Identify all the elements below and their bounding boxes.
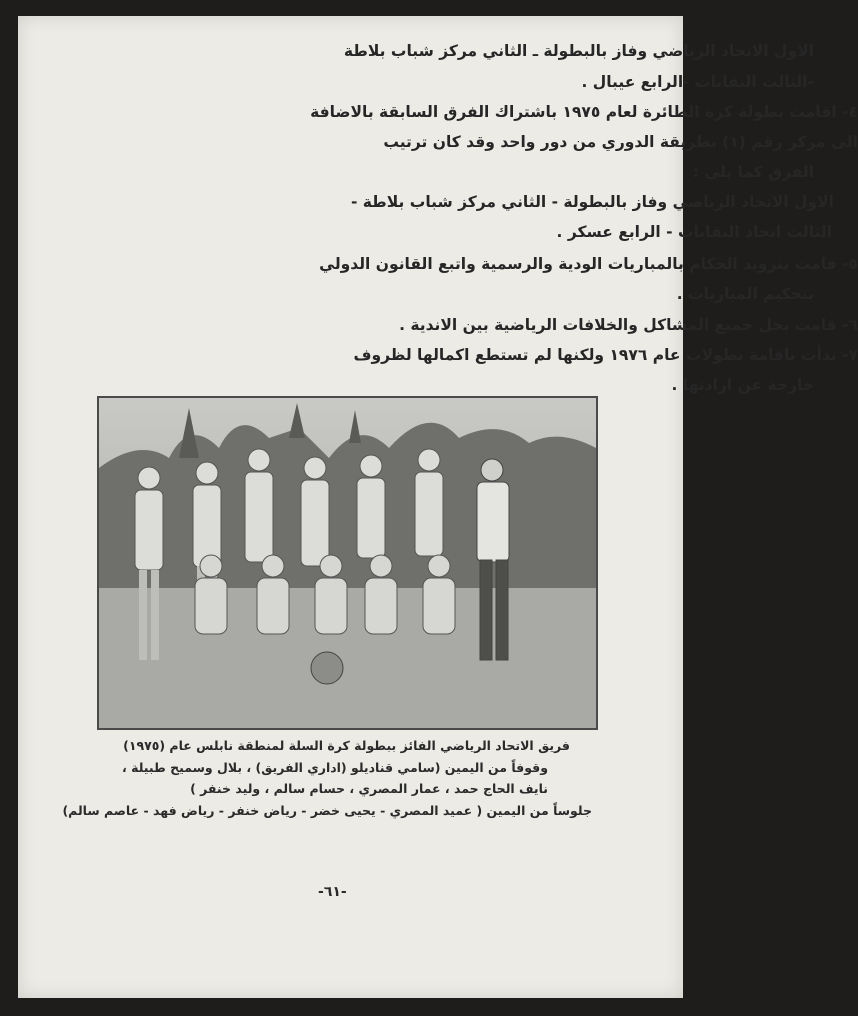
text-line: خارجة عن ارادتها . — [671, 376, 814, 394]
document-page — [18, 16, 858, 998]
text-line: بتحكيم المباريات . — [676, 285, 814, 303]
caption-line: فريق الاتحاد الرياضي الفائز ببطولة كرة السلة لمنطقة نابلس عام (١٩٧٥) — [123, 738, 570, 753]
text-line: الفرق كما يلي : — [692, 163, 814, 181]
text-line: ٧- بدأت باقامة بطولات عام ١٩٧٦ ولكنها لم تستطع اكمالها لظروف — [353, 346, 858, 364]
text-line: ٤- اقامت بطولة كرة الطائرة لعام ١٩٧٥ باشتراك الفرق السابقة بالاضافة — [310, 103, 858, 121]
text-line: الاول الاتحاد الرياضي وفاز بالبطولة - الثاني مركز شباب بلاطة - — [350, 193, 834, 211]
page-number: -٦١- — [318, 884, 347, 900]
text-line: ٦- قامت بحل جميع المشاكل والخلافات الرياضية بين الاندية . — [399, 316, 858, 334]
caption-line: وقوفاً من اليمين (سامي قناديلو (اداري الفريق) ، بلال وسميح طبيلة ، — [122, 760, 548, 775]
team-photo-illustration — [99, 398, 596, 728]
caption-line: جلوساً من اليمين ( عميد المصري - يحيى خضر - رياض خنفر - رياض فهد - عاصم سالم) — [62, 803, 592, 818]
text-line: الاول الاتحاد الرياضي وفاز بالبطولة ـ الثاني مركز شباب بلاطة — [343, 42, 814, 60]
text-line: الى مركز رقم (١) بطريقة الدوري من دور واحد وقد كان ترتيب — [383, 133, 858, 151]
caption-line: نايف الحاج حمد ، عمار المصري ، حسام سالم ، وليد خنفر ) — [190, 781, 548, 796]
text-line: الثالث اتحاد النقابات - الرابع عسكر . — [556, 223, 832, 241]
text-line: -الثالث النقابات -الرابع عيبال . — [581, 73, 814, 91]
team-photo — [97, 396, 598, 730]
text-line: ٥- قامت بتزويد الحكام بالمباريات الودية والرسمية واتبع القانون الدولي — [319, 255, 858, 273]
